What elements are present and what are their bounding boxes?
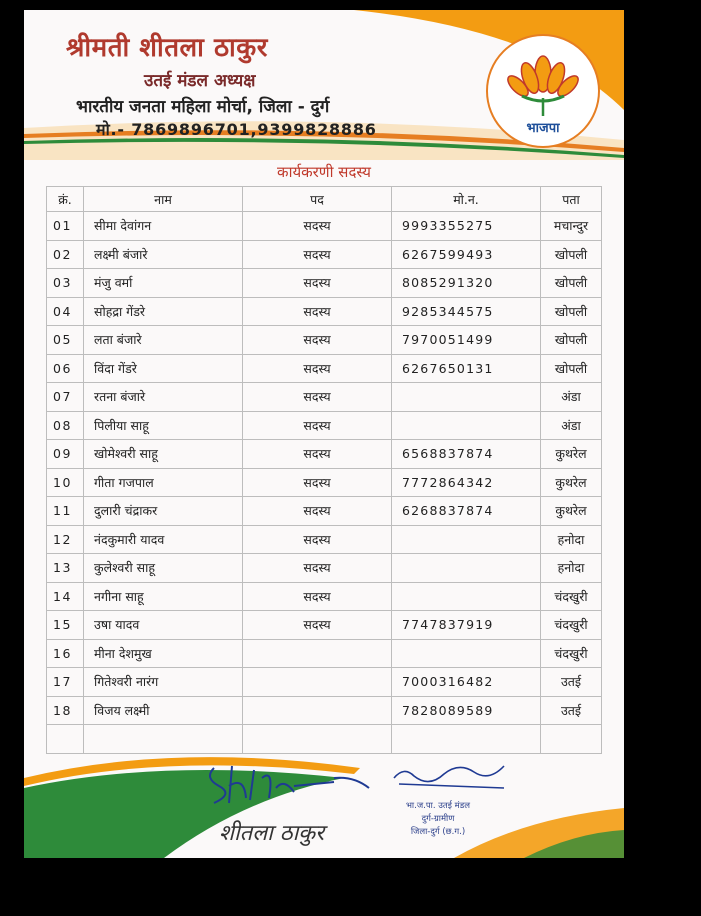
cell-address: खोपली (541, 269, 602, 298)
cell-name: उषा यादव (84, 611, 243, 640)
cell-name: मंजु वर्मा (84, 269, 243, 298)
cell-mobile: 7970051499 (392, 326, 541, 355)
cell-number: 08 (47, 411, 84, 440)
members-table (46, 186, 602, 754)
logo-text: भाजपा (526, 121, 560, 136)
cell-name: विंदा गेंडरे (84, 354, 243, 383)
cell-number: 03 (47, 269, 84, 298)
cell-address: खोपली (541, 354, 602, 383)
table-row (47, 440, 602, 469)
cell-name: नगीना साहू (84, 582, 243, 611)
table-row (47, 354, 602, 383)
cell-mobile: 9993355275 (392, 212, 541, 241)
cell-address: मचान्दुर (541, 212, 602, 241)
cell-number: 12 (47, 525, 84, 554)
cell-name: सोहद्रा गेंडरे (84, 297, 243, 326)
cell-name: गितेश्वरी नारंग (84, 668, 243, 697)
table-header-row (47, 187, 602, 212)
cell-number: 09 (47, 440, 84, 469)
cell-number: 02 (47, 240, 84, 269)
table-row (47, 497, 602, 526)
cell-name: गीता गजपाल (84, 468, 243, 497)
cell-mobile: 7000316482 (392, 668, 541, 697)
cell-name: खोमेश्वरी साहू (84, 440, 243, 469)
table-row (47, 240, 602, 269)
table-row (47, 297, 602, 326)
cell-mobile (392, 383, 541, 412)
cell-mobile: 9285344575 (392, 297, 541, 326)
column-header-post: पद (243, 187, 392, 212)
cell-address: चंदखुरी (541, 611, 602, 640)
cell-address: खोपली (541, 240, 602, 269)
table-row (47, 411, 602, 440)
cell-mobile: 6267599493 (392, 240, 541, 269)
section-heading: कार्यकरणी सदस्य (277, 163, 371, 181)
table-row (47, 611, 602, 640)
cell-number: 13 (47, 554, 84, 583)
cell-post: सदस्य (243, 212, 392, 241)
table-row (47, 269, 602, 298)
cell-address: हनोदा (541, 525, 602, 554)
cell-post: सदस्य (243, 411, 392, 440)
cell-post: सदस्य (243, 440, 392, 469)
letter-page (24, 10, 624, 858)
cell-number: 04 (47, 297, 84, 326)
cell-post: सदस्य (243, 383, 392, 412)
cell-address: कुथरेल (541, 497, 602, 526)
organization-name: भारतीय जनता महिला मोर्चा, जिला - दुर्ग (76, 97, 330, 117)
cell-name: नंदकुमारी यादव (84, 525, 243, 554)
cell-post: सदस्य (243, 240, 392, 269)
cell-mobile: 7828089589 (392, 696, 541, 725)
table-row (47, 212, 602, 241)
cell-address: उतई (541, 668, 602, 697)
leader-post: उतई मंडल अध्यक्ष (144, 71, 256, 91)
cell-address: हनोदा (541, 554, 602, 583)
cell-number: 06 (47, 354, 84, 383)
column-header-number: क्रं. (47, 187, 84, 212)
cell-post: सदस्य (243, 611, 392, 640)
column-header-address: पता (541, 187, 602, 212)
cell-name: लक्ष्मी बंजारे (84, 240, 243, 269)
cell-number: 05 (47, 326, 84, 355)
cell-address: खोपली (541, 326, 602, 355)
cell-address: खोपली (541, 297, 602, 326)
cell-name: लता बंजारे (84, 326, 243, 355)
cell-name: सीमा देवांगन (84, 212, 243, 241)
cell-mobile: 7772864342 (392, 468, 541, 497)
contact-mobile: मो.- 7869896701,9399828886 (96, 120, 377, 139)
cell-mobile (392, 582, 541, 611)
cell-post (243, 668, 392, 697)
cell-name: कुलेश्वरी साहू (84, 554, 243, 583)
table-row (47, 668, 602, 697)
seal-line: भा.ज.पा. उतई मंडल (405, 801, 471, 811)
cell-post: सदस्य (243, 297, 392, 326)
cell-mobile (392, 639, 541, 668)
table-row (47, 639, 602, 668)
cell-mobile (392, 554, 541, 583)
cell-address: उतई (541, 696, 602, 725)
cell-post: सदस्य (243, 525, 392, 554)
cell-number: 01 (47, 212, 84, 241)
cell-mobile: 7747837919 (392, 611, 541, 640)
leader-name: श्रीमती शीतला ठाकुर (66, 33, 268, 63)
table-row (47, 383, 602, 412)
cell-number: 15 (47, 611, 84, 640)
cell-number: 16 (47, 639, 84, 668)
cell-mobile: 6267650131 (392, 354, 541, 383)
table-row (47, 696, 602, 725)
cell-number: 07 (47, 383, 84, 412)
cell-post: सदस्य (243, 269, 392, 298)
cell-name: मीना देशमुख (84, 639, 243, 668)
cell-address: चंदखुरी (541, 582, 602, 611)
seal-line: जिला-दुर्ग (छ.ग.) (410, 827, 466, 837)
cell-address: कुथरेल (541, 440, 602, 469)
cell-post: सदस्य (243, 582, 392, 611)
cell-address: कुथरेल (541, 468, 602, 497)
cell-post: सदस्य (243, 354, 392, 383)
table-row (47, 582, 602, 611)
cell-number: 10 (47, 468, 84, 497)
table-row (47, 326, 602, 355)
cell-name: पिलीया साहू (84, 411, 243, 440)
cell-address: चंदखुरी (541, 639, 602, 668)
table-row (47, 525, 602, 554)
cell-name: विजय लक्ष्मी (84, 696, 243, 725)
cell-name: रतना बंजारे (84, 383, 243, 412)
table-row (47, 554, 602, 583)
cell-number: 17 (47, 668, 84, 697)
cell-post: सदस्य (243, 554, 392, 583)
cell-mobile: 6268837874 (392, 497, 541, 526)
handwritten-name: शीतला ठाकुर (219, 821, 325, 846)
cell-post: सदस्य (243, 326, 392, 355)
table-row (47, 468, 602, 497)
column-header-mobile: मो.न. (392, 187, 541, 212)
cell-post: सदस्य (243, 468, 392, 497)
cell-post: सदस्य (243, 497, 392, 526)
cell-post (243, 696, 392, 725)
party-logo (486, 34, 600, 148)
cell-post (243, 639, 392, 668)
cell-mobile (392, 411, 541, 440)
column-header-name: नाम (84, 187, 243, 212)
cell-number: 11 (47, 497, 84, 526)
cell-mobile: 8085291320 (392, 269, 541, 298)
cell-number: 14 (47, 582, 84, 611)
official-seal (378, 800, 498, 839)
cell-number: 18 (47, 696, 84, 725)
cell-mobile: 6568837874 (392, 440, 541, 469)
cell-name: दुलारी चंद्राकर (84, 497, 243, 526)
cell-address: अंडा (541, 411, 602, 440)
seal-line: दुर्ग-ग्रामीण (421, 814, 455, 824)
cell-mobile (392, 525, 541, 554)
cell-address: अंडा (541, 383, 602, 412)
